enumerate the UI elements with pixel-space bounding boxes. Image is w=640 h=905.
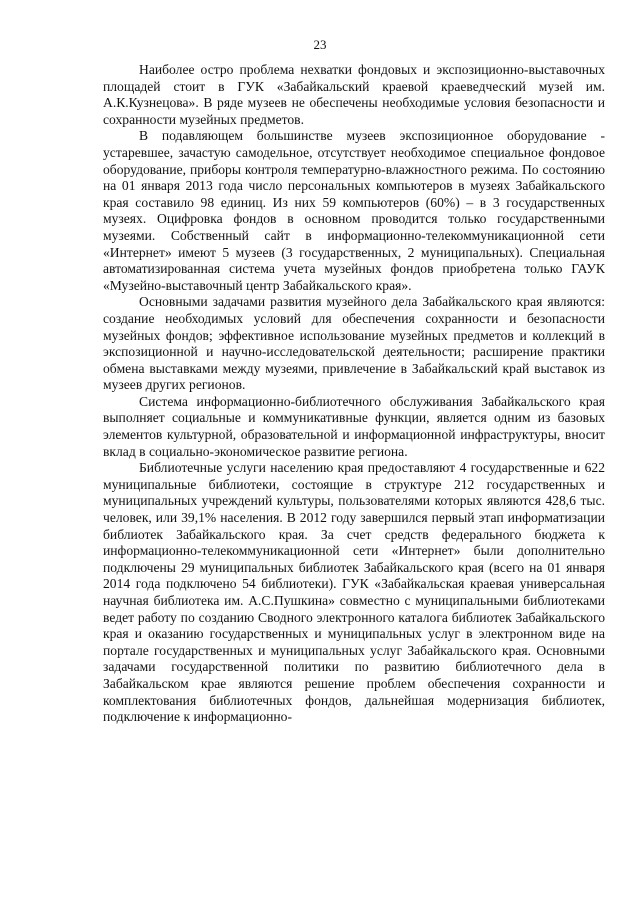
paragraph-library-system: Система информационно-библиотечного обслуживания Забайкальского края выполняет социальные и коммуникативные функции, является одним из базовых элементов культурной, образовательной и информационной инфраструктуры, вносит вклад в социально-экономическое развитие региона. bbox=[103, 393, 605, 459]
paragraph-museum-equipment: В подавляющем большинстве музеев экспозиционное оборудование - устаревшее, зачастую самодельное, отсутствует необходимое специальное фондовое оборудование, приборы контроля температурно-влажностного режима. По состоянию на 01 января 2013 года число персональных компьютеров в музеях Забайкальского края составило 98 единиц. Из них 59 компьютеров (60%) – в 3 государственных музеях. Оцифровка фондов в основном проводится только государственными музеями. Собственный сайт в информационно-телекоммуникационной сети «Интернет» имеют 5 музеев (3 государственных, 2 муниципальных). Специальная автоматизированная система учета музейных фондов приобретена только ГАУК «Музейно-выставочный центр Забайкальского края». bbox=[103, 128, 605, 293]
paragraph-museum-storage: Наиболее остро проблема нехватки фондовых и экспозиционно-выставочных площадей стоит в ГУК «Забайкальский краевой краеведческий музей им. А.К.Кузнецова». В ряде музеев не обеспечены необходимые условия безопасности и сохранности музейных предметов. bbox=[103, 62, 605, 127]
paragraph-museum-tasks: Основными задачами развития музейного дела Забайкальского края являются: создание необходимых условий для обеспечения сохранности и безопасности музейных фондов; эффективное использование музейных предметов и коллекций в экспозиционной и научно-исследовательской деятельности; расширение практики обмена выставками между музеями, привлечение в Забайкальский край выставок из музеев других регионов. bbox=[103, 294, 605, 393]
page-number: 23 bbox=[313, 37, 327, 52]
paragraph-library-services: Библиотечные услуги населению края предоставляют 4 государственные и 622 муниципальные библиотеки, состоящие в структуре 212 государственных и муниципальных учреждений культуры, пользователями которых являются 428,6 тыс. человек, или 39,1% населения. В 2012 году завершился первый этап информатизации библиотек Забайкальского края. За счет средств федерального бюджета к информационно-телекоммуникационной сети «Интернет» были дополнительно подключены 29 муниципальных библиотек Забайкальского края (всего на 01 января 2014 года подключено 54 библиотеки). ГУК «Забайкальская краевая универсальная научная библиотека им. А.С.Пушкина» совместно с муниципальными библиотеками ведет работу по созданию Сводного электронного каталога библиотек Забайкальского края и оказанию государственных и муниципальных услуг в электронном виде на портале государственных и муниципальных услуг Забайкальского края. Основными задачами государственной политики по развитию библиотечного дела в Забайкальском крае являются решение проблем обеспечения сохранности и комплектования библиотечных фондов, дальнейшая модернизация библиотек, подключение к информационно- bbox=[103, 460, 605, 725]
body-text bbox=[103, 62, 605, 726]
